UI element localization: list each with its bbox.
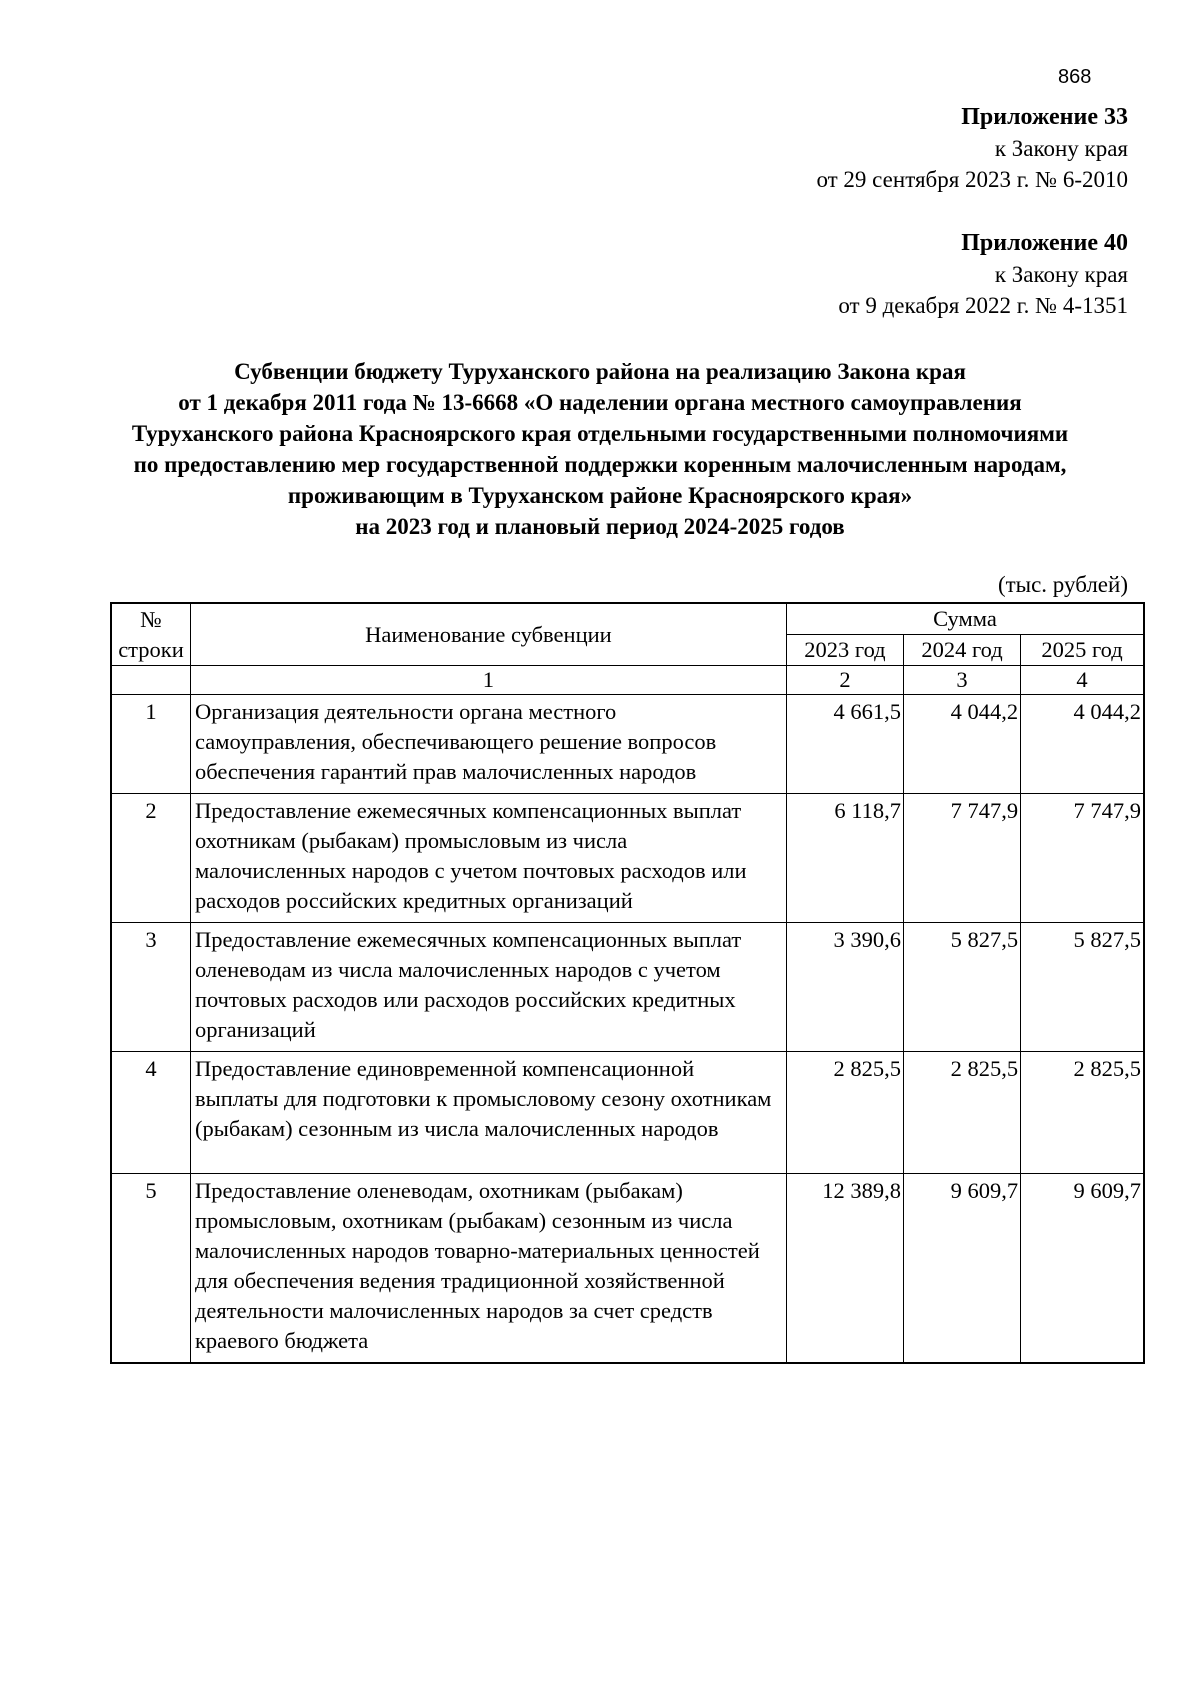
subvention-name: Предоставление ежемесячных компенсационных выплат охотникам (рыбакам) промысловым из числа малочисленных народов с учетом почтовых расходов или расходов российских кредитных организаций xyxy=(190,794,786,923)
row-number: 3 xyxy=(111,923,190,1052)
appendix-current-date: от 29 сентября 2023 г. № 6-2010 xyxy=(816,167,1128,192)
title-line: по предоставлению мер государственной поддержки коренным малочисленным народам, xyxy=(133,452,1067,477)
row-number: 1 xyxy=(111,695,190,794)
units-label: (тыс. рублей) xyxy=(997,572,1128,597)
subvention-name: Предоставление единовременной компенсационной выплаты для подготовки к промысловому сезону охотникам (рыбакам) сезонным из числа малочисленных народов xyxy=(190,1052,786,1174)
column-index: 3 xyxy=(904,666,1021,695)
header-year-2023: 2023 год xyxy=(786,635,903,666)
column-index: 2 xyxy=(786,666,903,695)
value-2023: 12 389,8 xyxy=(786,1174,903,1364)
row-number: 4 xyxy=(111,1052,190,1174)
appendix-current-law: к Закону края xyxy=(994,136,1128,161)
subventions-table xyxy=(110,602,1145,1364)
column-index: 1 xyxy=(190,666,786,695)
title-line: проживающим в Туруханском районе Красноярского края» xyxy=(287,483,913,508)
title-line: Туруханского района Красноярского края отдельными государственными полномочиями xyxy=(131,421,1069,446)
title-line: от 1 декабря 2011 года № 13-6668 «О наделении органа местного самоуправления xyxy=(178,390,1022,415)
document-title xyxy=(100,356,1100,542)
value-2024: 2 825,5 xyxy=(904,1052,1021,1174)
value-2025: 9 609,7 xyxy=(1021,1174,1144,1364)
header-row-number xyxy=(111,603,190,666)
column-index xyxy=(111,666,190,695)
value-2025: 5 827,5 xyxy=(1021,923,1144,1052)
table-row xyxy=(111,1174,1144,1364)
header-row-number-symbol: № xyxy=(140,606,162,632)
value-2023: 6 118,7 xyxy=(786,794,903,923)
title-line: Субвенции бюджету Туруханского района на реализацию Закона края xyxy=(234,359,966,384)
value-2024: 4 044,2 xyxy=(904,695,1021,794)
value-2025: 4 044,2 xyxy=(1021,695,1144,794)
table-row xyxy=(111,1052,1144,1174)
value-2023: 2 825,5 xyxy=(786,1052,903,1174)
appendix-original-date: от 9 декабря 2022 г. № 4-1351 xyxy=(838,293,1128,318)
table-row xyxy=(111,695,1144,794)
page-number: 868 xyxy=(1058,66,1092,88)
subvention-name: Предоставление оленеводам, охотникам (рыбакам) промысловым, охотникам (рыбакам) сезонным из числа малочисленных народов товарно-материальных ценностей для обеспечения ведения традиционной хозяйственной деятельности малочисленных народов за счет средств краевого бюджета xyxy=(190,1174,786,1364)
value-2024: 7 747,9 xyxy=(904,794,1021,923)
subvention-name: Предоставление ежемесячных компенсационных выплат оленеводам из числа малочисленных народов с учетом почтовых расходов или расходов российских кредитных организаций xyxy=(190,923,786,1052)
appendix-current xyxy=(816,102,1128,195)
appendix-original-title: Приложение 40 xyxy=(961,230,1128,256)
appendix-current-title: Приложение 33 xyxy=(961,104,1128,130)
column-index: 4 xyxy=(1021,666,1144,695)
value-2024: 9 609,7 xyxy=(904,1174,1021,1364)
appendix-original xyxy=(838,228,1128,321)
title-line: на 2023 год и плановый период 2024-2025 годов xyxy=(355,514,845,539)
value-2025: 7 747,9 xyxy=(1021,794,1144,923)
header-row-number-label: строки xyxy=(118,636,184,662)
column-index-row xyxy=(111,666,1144,695)
row-number: 5 xyxy=(111,1174,190,1364)
value-2023: 3 390,6 xyxy=(786,923,903,1052)
appendix-original-law: к Закону края xyxy=(994,262,1128,287)
header-year-2024: 2024 год xyxy=(904,635,1021,666)
subvention-name: Организация деятельности органа местного самоуправления, обеспечивающего решение вопросов обеспечения гарантий прав малочисленных народов xyxy=(190,695,786,794)
value-2025: 2 825,5 xyxy=(1021,1052,1144,1174)
value-2023: 4 661,5 xyxy=(786,695,903,794)
value-2024: 5 827,5 xyxy=(904,923,1021,1052)
table-row xyxy=(111,794,1144,923)
header-year-2025: 2025 год xyxy=(1021,635,1144,666)
table-header-row xyxy=(111,603,1144,635)
row-number: 2 xyxy=(111,794,190,923)
header-sum: Сумма xyxy=(786,603,1144,635)
header-subvention-name: Наименование субвенции xyxy=(190,603,786,666)
table-row xyxy=(111,923,1144,1052)
